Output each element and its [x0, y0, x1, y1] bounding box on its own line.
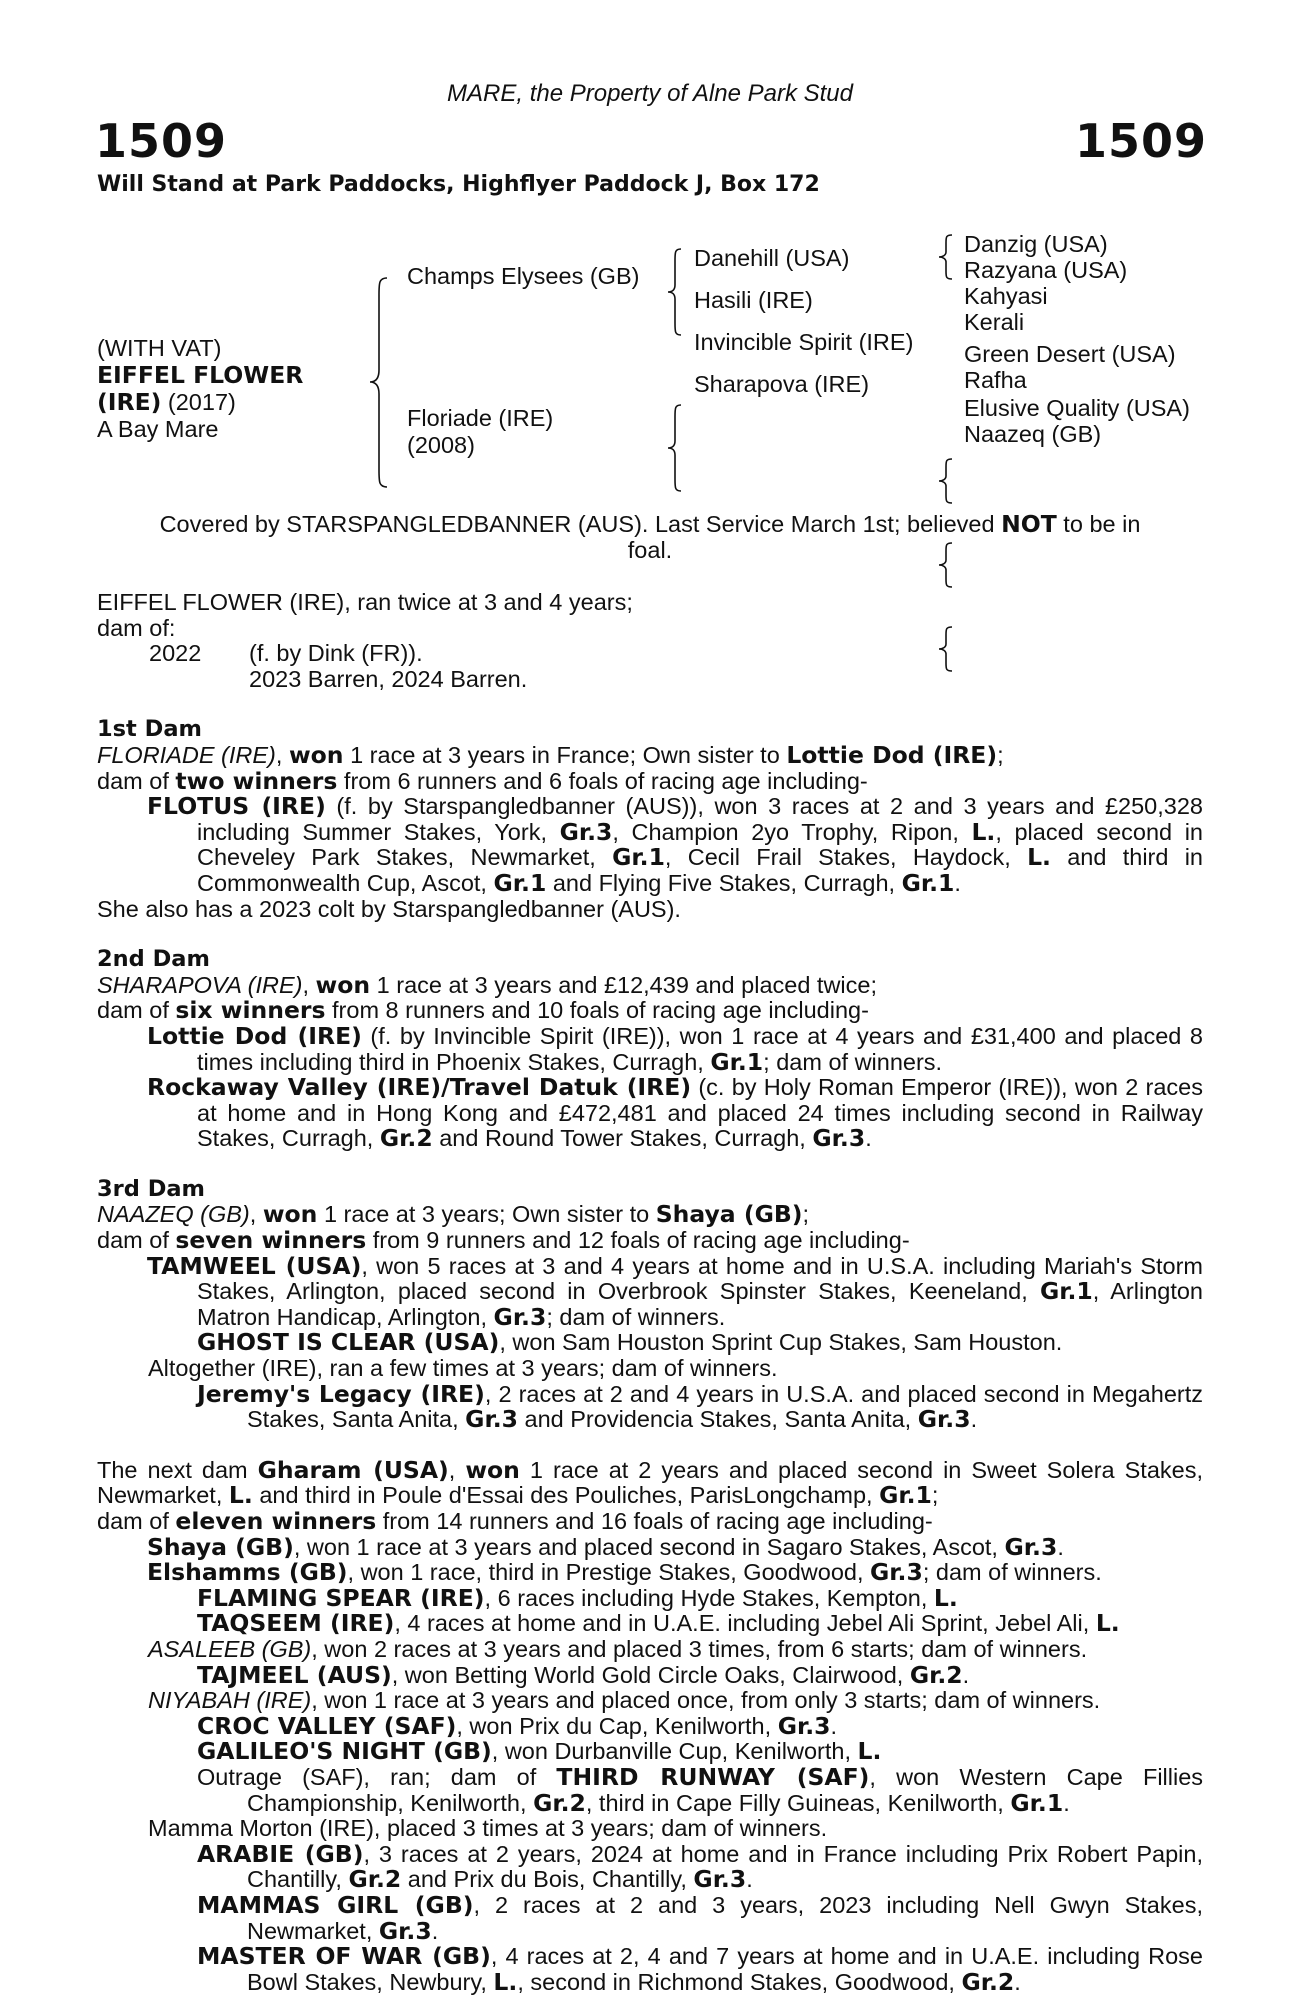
- intro-section: [97, 590, 1203, 692]
- horse-name: EIFFEL FLOWER: [97, 361, 304, 389]
- grand-produce-entry: FLAMING SPEAR (IRE), 6 races including Hyde Stakes, Kempton, L.: [197, 1583, 958, 1612]
- dam-summary: dam of six winners from 8 runners and 10 foals of racing age including-: [97, 996, 869, 1025]
- produce-entry: Elshamms (GB), won 1 race, third in Prestige Stakes, Goodwood, Gr.3; dam of winners.: [147, 1558, 1102, 1587]
- stand-location: Will Stand at Park Paddocks, Highflyer Paddock J, Box 172: [97, 172, 820, 197]
- produce-entry: Mamma Morton (IRE), placed 3 times at 3 years; dam of winners.: [148, 1815, 828, 1842]
- third-dam-section: [97, 1177, 1203, 1433]
- ggp-6: Rafha: [964, 367, 1027, 393]
- sire-dam: Hasili (IRE): [694, 287, 813, 313]
- produce-entry: TAMWEEL (USA), won 5 races at 3 and 4 years at home and in U.S.A. including Mariah's Storm Stakes, Arlington, placed second in Overbrook Spinster Stakes, Keeneland, Gr.1, Arlington Matron Handicap, Arlington, Gr.3; dam of winners.: [147, 1251, 1203, 1331]
- dam-summary: dam of two winners from 6 runners and 6 foals of racing age including-: [97, 766, 868, 795]
- grand-produce-entry: MAMMAS GIRL (GB), 2 races at 2 and 3 years, 2023 including Nell Gwyn Stakes, Newmarket, Gr.3.: [197, 1890, 1203, 1945]
- subject-block: [97, 335, 303, 443]
- ggp-4: Kerali: [964, 309, 1025, 335]
- produce-record: [97, 641, 1203, 692]
- intro-dam-of: dam of:: [97, 614, 176, 641]
- lot-number-left: 1509: [95, 114, 228, 168]
- produce-entry: ASALEEB (GB), won 2 races at 3 years and placed 3 times, from 6 starts; dam of winners.: [148, 1635, 1088, 1662]
- section-heading: 2nd Dam: [97, 946, 210, 973]
- produce-entry: Altogether (IRE), ran a few times at 3 years; dam of winners.: [148, 1355, 778, 1382]
- dam-summary: dam of eleven winners from 14 runners and 16 foals of racing age including-: [97, 1507, 933, 1535]
- ggp-8: Naazeq (GB): [964, 421, 1102, 447]
- brace-ggp-1: [937, 233, 957, 281]
- dam-year: (2008): [407, 432, 475, 458]
- grand-produce-entry: Jeremy's Legacy (IRE), 2 races at 2 and 4 years in U.S.A. and placed second in Megahertz Stakes, Santa Anita, Gr.3 and Providencia Stakes, Santa Anita, Gr.3.: [197, 1379, 1203, 1434]
- produce-details: (f. by Dink (FR)). 2023 Barren, 2024 Barren.: [249, 640, 528, 692]
- dam-summary: dam of seven winners from 9 runners and 12 foals of racing age including-: [97, 1226, 910, 1255]
- grand-produce-entry: CROC VALLEY (SAF), won Prix du Cap, Kenilworth, Gr.3.: [197, 1711, 838, 1740]
- brace-dam-parents: [665, 403, 687, 493]
- sire-name: Champs Elysees (GB): [407, 263, 640, 289]
- vat-note: (WITH VAT): [97, 335, 222, 361]
- ggp-1: Danzig (USA): [964, 231, 1108, 257]
- grand-produce-entry: GHOST IS CLEAR (USA), won Sam Houston Sprint Cup Stakes, Sam Houston.: [197, 1328, 1063, 1357]
- dam-record: The next dam Gharam (USA), won 1 race at 2 years and placed second in Sweet Solera Stakes, Newmarket, L. and third in Poule d'Essai des Pouliches, ParisLongchamp, Gr.1;: [97, 1455, 1203, 1510]
- catalogue-body: [97, 590, 1203, 1995]
- covered-note: Covered by STARSPANGLEDBANNER (AUS). Last Service March 1st; believed NOT to be in foal.: [159, 510, 1141, 563]
- grand-produce-entry: ARABIE (GB), 3 races at 2 years, 2024 at home and in France including Prix Robert Papin, Chantilly, Gr.2 and Prix du Bois, Chantilly, Gr.3.: [197, 1839, 1203, 1894]
- produce-entry: Lottie Dod (IRE) (f. by Invincible Spirit (IRE)), won 1 race at 4 years and £31,400 and placed 8 times including third in Phoenix Stakes, Curragh, Gr.1; dam of winners.: [147, 1021, 1203, 1076]
- grand-produce-entry: Outrage (SAF), ran; dam of THIRD RUNWAY (SAF), won Western Cape Fillies Championship, Kenilworth, Gr.2, third in Cape Filly Guineas, Kenilworth, Gr.1.: [197, 1762, 1204, 1817]
- lot-number-right: 1509: [1074, 114, 1207, 168]
- produce-entry: Rockaway Valley (IRE)/Travel Datuk (IRE) (c. by Holy Roman Emperor (IRE)), won 2 races at home and in Hong Kong and £472,481 and placed 24 times including second in Railway Stakes, Curragh, Gr.2 and Round Tower Stakes, Curragh, Gr.3.: [147, 1073, 1203, 1153]
- brace-sire-parents: [665, 247, 687, 337]
- intro-line: EIFFEL FLOWER (IRE), ran twice at 3 and 4 years;: [97, 589, 633, 615]
- dam-dam: Sharapova (IRE): [694, 371, 870, 397]
- horse-origin-year: (IRE) (2017): [97, 388, 236, 416]
- brace-ggp-2: [937, 457, 957, 505]
- pedigree-table: [97, 205, 1207, 505]
- brace-sire-dam: [367, 275, 397, 490]
- horse-description: A Bay Mare: [97, 416, 219, 442]
- ggp-3: Kahyasi: [964, 283, 1048, 309]
- ggp-2: Razyana (USA): [964, 257, 1128, 283]
- sire-sire: Danehill (USA): [694, 245, 850, 271]
- section-heading: 1st Dam: [97, 716, 202, 743]
- dam-block: [407, 405, 553, 459]
- dam-sire: Invincible Spirit (IRE): [694, 329, 914, 355]
- dam-note: She also has a 2023 colt by Starspangledbanner (AUS).: [97, 895, 681, 922]
- dam-name: Floriade (IRE): [407, 405, 554, 431]
- section-heading: 3rd Dam: [97, 1175, 205, 1202]
- grand-produce-entry: MASTER OF WAR (GB), 4 races at 2, 4 and 7 years at home and in U.A.E. including Rose Bowl Stakes, Newbury, L., second in Richmond Stakes, Goodwood, Gr.2.: [197, 1942, 1203, 1996]
- produce-entry: Shaya (GB), won 1 race at 3 years and placed second in Sagaro Stakes, Ascot, Gr.3.: [147, 1532, 1064, 1561]
- produce-entry: NIYABAH (IRE), won 1 race at 3 years and placed once, from only 3 starts; dam of winners.: [148, 1687, 1101, 1714]
- next-dam-section: [97, 1455, 1204, 1996]
- grand-produce-entry: GALILEO'S NIGHT (GB), won Durbanville Cup, Kenilworth, L.: [197, 1737, 882, 1766]
- ggp-5: Green Desert (USA): [964, 341, 1176, 367]
- dam-record: FLORIADE (IRE), won 1 race at 3 years in France; Own sister to Lottie Dod (IRE);: [97, 740, 1004, 769]
- grand-produce-entry: TAJMEEL (AUS), won Betting World Gold Circle Oaks, Clairwood, Gr.2.: [197, 1660, 970, 1689]
- vendor-title: MARE, the Property of Alne Park Stud: [447, 80, 853, 107]
- dam-record: SHARAPOVA (IRE), won 1 race at 3 years and £12,439 and placed twice;: [97, 970, 878, 999]
- grand-produce-entry: TAQSEEM (IRE), 4 races at home and in U.A.E. including Jebel Ali Sprint, Jebel Ali, L.: [197, 1609, 1120, 1638]
- ggp-7: Elusive Quality (USA): [964, 395, 1190, 421]
- second-dam-section: [97, 947, 1203, 1152]
- dam-record: NAAZEQ (GB), won 1 race at 3 years; Own sister to Shaya (GB);: [97, 1200, 810, 1229]
- produce-entry: FLOTUS (IRE) (f. by Starspangledbanner (AUS)), won 3 races at 2 and 3 years and £250,328 including Summer Stakes, York, Gr.3, Champion 2yo Trophy, Ripon, L., placed second in Cheveley Park Stakes, Newmarket, Gr.1, Cecil Frail Stakes, Haydock, L. and third in Commonwealth Cup, Ascot, Gr.1 and Flying Five Stakes, Curragh, Gr.1.: [147, 792, 1203, 897]
- first-dam-section: [97, 717, 1203, 922]
- produce-year: 2022: [149, 640, 202, 667]
